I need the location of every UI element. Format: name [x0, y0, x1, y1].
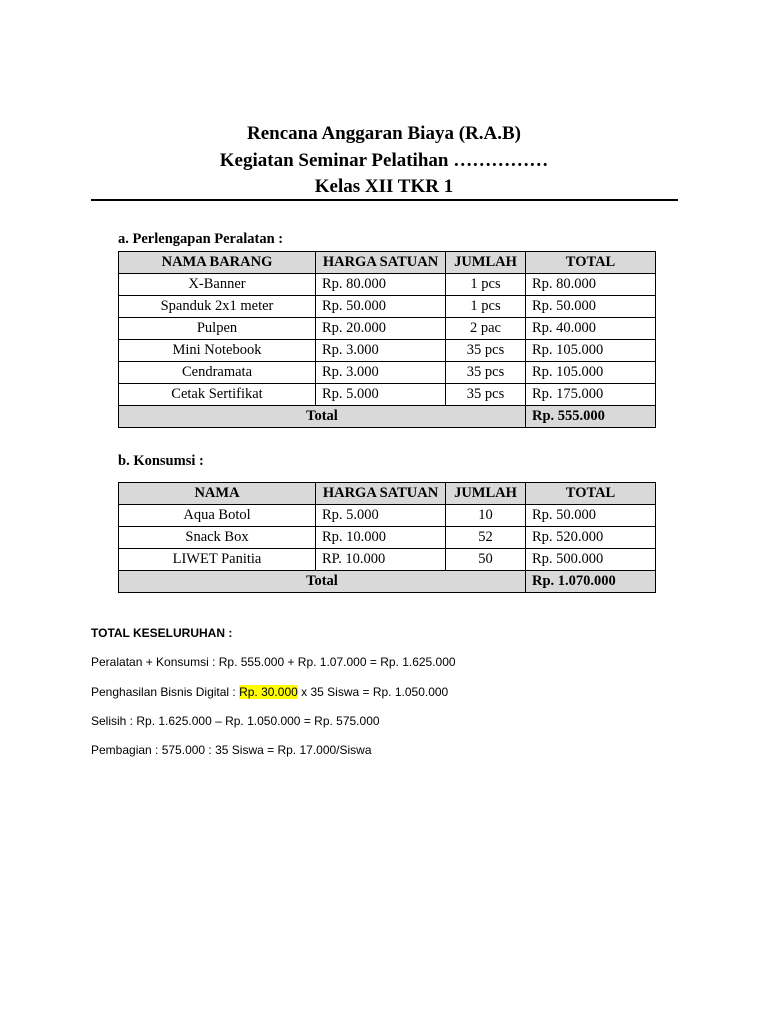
total-value: Rp. 555.000: [526, 406, 656, 428]
table-row: [119, 527, 656, 549]
table-row: [119, 362, 656, 384]
table-row: [119, 274, 656, 296]
item-qty: 50: [446, 549, 526, 571]
column-header: HARGA SATUAN: [316, 483, 446, 505]
item-total: Rp. 520.000: [526, 527, 656, 549]
title-line-1: Rencana Anggaran Biaya (R.A.B): [247, 123, 521, 144]
table-row: [119, 384, 656, 406]
total-label: Total: [119, 406, 526, 428]
item-name: LIWET Panitia: [119, 549, 316, 571]
summary-line-digital-income: [91, 685, 448, 699]
item-name: Pulpen: [119, 318, 316, 340]
table-row: [119, 318, 656, 340]
item-price: Rp. 50.000: [316, 296, 446, 318]
column-header: NAMA BARANG: [119, 252, 316, 274]
item-qty: 35 pcs: [446, 340, 526, 362]
total-label: Total: [119, 571, 526, 593]
column-header: NAMA: [119, 483, 316, 505]
table-row: [119, 340, 656, 362]
item-qty: 1 pcs: [446, 296, 526, 318]
item-name: Snack Box: [119, 527, 316, 549]
title-divider: [91, 199, 678, 201]
equipment-table: [118, 251, 656, 428]
item-price: Rp. 3.000: [316, 362, 446, 384]
column-header: JUMLAH: [446, 483, 526, 505]
column-header: TOTAL: [526, 483, 656, 505]
item-qty: 35 pcs: [446, 362, 526, 384]
item-qty: 2 pac: [446, 318, 526, 340]
item-name: Mini Notebook: [119, 340, 316, 362]
column-header: HARGA SATUAN: [316, 252, 446, 274]
item-name: X-Banner: [119, 274, 316, 296]
item-qty: 1 pcs: [446, 274, 526, 296]
item-total: Rp. 50.000: [526, 505, 656, 527]
highlighted-price: Rp. 30.000: [239, 685, 298, 699]
total-value: Rp. 1.070.000: [526, 571, 656, 593]
item-price: Rp. 3.000: [316, 340, 446, 362]
table-row: [119, 505, 656, 527]
item-qty: 35 pcs: [446, 384, 526, 406]
title-line-3: Kelas XII TKR 1: [314, 176, 454, 197]
column-header: JUMLAH: [446, 252, 526, 274]
item-name: Cetak Sertifikat: [119, 384, 316, 406]
item-name: Aqua Botol: [119, 505, 316, 527]
table-total-row: [119, 406, 656, 428]
item-total: Rp. 500.000: [526, 549, 656, 571]
income-prefix: Penghasilan Bisnis Digital :: [91, 685, 240, 699]
table-row: [119, 549, 656, 571]
title-line-2: Kegiatan Seminar Pelatihan ……………: [219, 149, 549, 171]
item-total: Rp. 50.000: [526, 296, 656, 318]
item-total: Rp. 105.000: [526, 362, 656, 384]
summary-line-division: Pembagian : 575.000 : 35 Siswa = Rp. 17.000/Siswa: [91, 743, 372, 757]
column-header: TOTAL: [526, 252, 656, 274]
income-suffix: x 35 Siswa = Rp. 1.050.000: [297, 685, 449, 699]
table-header-row: [119, 483, 656, 505]
item-price: Rp. 5.000: [316, 505, 446, 527]
item-qty: 52: [446, 527, 526, 549]
document-title: [0, 121, 768, 201]
consumption-table: [118, 482, 656, 593]
summary-line-equipment-consumption: Peralatan + Konsumsi : Rp. 555.000 + Rp. 1.07.000 = Rp. 1.625.000: [91, 655, 456, 669]
summary-heading: TOTAL KESELURUHAN :: [91, 626, 233, 640]
item-total: Rp. 175.000: [526, 384, 656, 406]
item-name: Cendramata: [119, 362, 316, 384]
section-a-heading: a. Perlengapan Peralatan :: [118, 231, 284, 247]
item-price: Rp. 5.000: [316, 384, 446, 406]
section-b-heading: b. Konsumsi :: [118, 453, 204, 469]
table-header-row: [119, 252, 656, 274]
item-price: Rp. 80.000: [316, 274, 446, 296]
item-qty: 10: [446, 505, 526, 527]
item-price: Rp. 20.000: [316, 318, 446, 340]
item-name: Spanduk 2x1 meter: [119, 296, 316, 318]
table-total-row: [119, 571, 656, 593]
item-total: Rp. 105.000: [526, 340, 656, 362]
item-price: RP. 10.000: [316, 549, 446, 571]
summary-line-difference: Selisih : Rp. 1.625.000 – Rp. 1.050.000 = Rp. 575.000: [91, 714, 380, 728]
table-row: [119, 296, 656, 318]
item-total: Rp. 40.000: [526, 318, 656, 340]
item-total: Rp. 80.000: [526, 274, 656, 296]
item-price: Rp. 10.000: [316, 527, 446, 549]
